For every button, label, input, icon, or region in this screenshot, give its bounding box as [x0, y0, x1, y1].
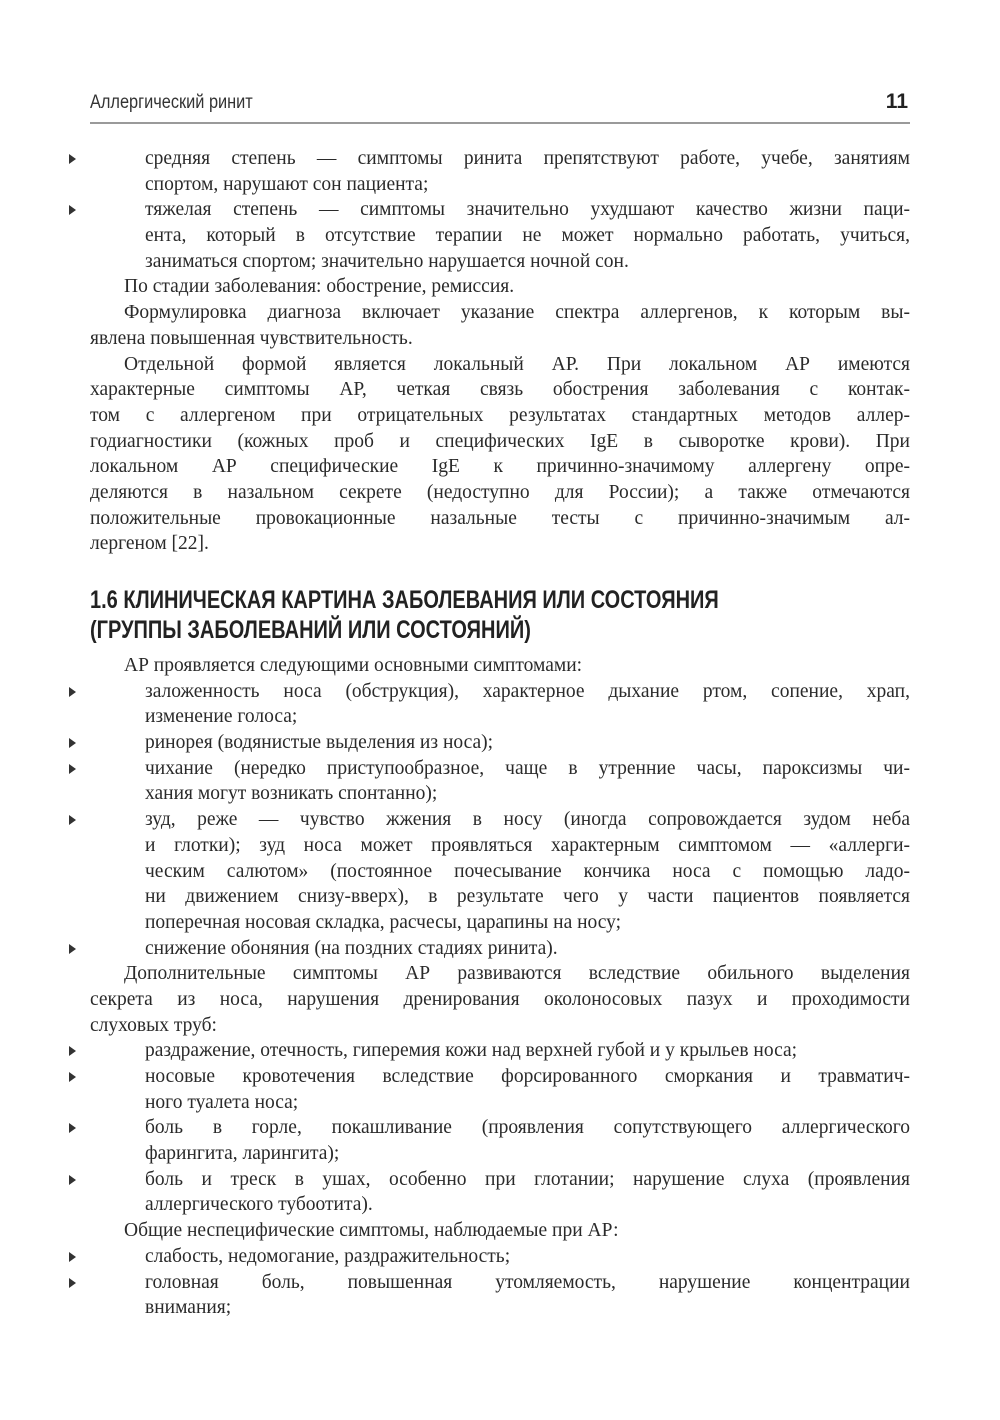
paragraph — [90, 274, 910, 300]
section-heading — [90, 585, 910, 645]
paragraph — [90, 653, 910, 679]
bullet-item — [90, 936, 910, 962]
bullet-triangle-icon — [69, 815, 76, 825]
bullet-triangle-icon — [69, 154, 76, 164]
bullet-triangle-icon — [69, 738, 76, 748]
bullet-item — [90, 679, 910, 730]
paragraph — [90, 961, 910, 1038]
bullet-triangle-icon — [69, 687, 76, 697]
text-line: ента, который в отсутствие терапии не может нормально работать, учиться, — [145, 225, 910, 247]
bullet-item — [90, 756, 910, 807]
text-line: локальном АР специфические IgE к причинно-значимому аллергену опре- — [90, 456, 910, 478]
bullet-item — [90, 730, 910, 756]
text-line: годиагностики (кожных проб и специфических IgE в сыворотке крови). При — [90, 430, 910, 452]
bullet-item — [90, 1244, 910, 1270]
text-line: Формулировка диагноза включает указание спектра аллергенов, к которым вы- — [124, 302, 910, 324]
paragraph — [90, 1218, 910, 1244]
text-line: зуд, реже — чувство жжения в носу (иногда сопровождается зудом неба — [145, 809, 910, 831]
text-line: и глотки); зуд носа может проявляться характерным симптомом — «аллерги- — [145, 834, 910, 856]
bullet-triangle-icon — [69, 944, 76, 954]
bullet-item — [90, 1167, 910, 1218]
text-line: боль и треск в ушах, особенно при глотании; нарушение слуха (проявления — [145, 1168, 910, 1190]
text-line: По стадии заболевания: обострение, ремиссия. — [124, 276, 515, 298]
text-line: средняя степень — симптомы ринита препятствуют работе, учебе, занятиям — [145, 148, 910, 169]
page-number: 11 — [885, 90, 908, 113]
bullet-item — [90, 1115, 910, 1166]
text-line: том с аллергеном при отрицательных результатах стандартных методов аллер- — [90, 404, 910, 426]
bullet-item — [90, 807, 910, 935]
text-line: АР проявляется следующими основными симптомами: — [124, 655, 583, 676]
text-line: явлена повышенная чувствительность. — [90, 327, 413, 349]
text-line: аллергического тубоотита). — [145, 1194, 373, 1216]
text-line: боль в горле, покашливание (проявления сопутствующего аллергического — [145, 1117, 910, 1139]
bullet-item — [90, 1038, 910, 1064]
text-line: заниматься спортом; значительно нарушается ночной сон. — [145, 250, 629, 272]
bullet-item — [90, 146, 910, 197]
text-line: секрета из носа, нарушения дренирования околоносовых пазух и проходимости — [90, 988, 910, 1010]
text-line: тяжелая степень — симптомы значительно ухудшают качество жизни паци- — [145, 199, 910, 221]
text-line: характерные симптомы АР, четкая связь обострения заболевания с контак- — [90, 379, 910, 401]
text-line: изменение голоса; — [145, 706, 298, 728]
text-line: снижение обоняния (на поздних стадиях ринита). — [145, 937, 558, 959]
bullet-triangle-icon — [69, 1252, 76, 1262]
running-header-title: Аллергический ринит — [90, 92, 253, 113]
bullet-triangle-icon — [69, 1278, 76, 1288]
text-line: ни движением снизу-вверх), в результате чего у части пациентов появляется — [145, 886, 910, 908]
text-line: ринорея (водянистые выделения из носа); — [145, 732, 494, 754]
text-line: поперечная носовая складка, расчесы, царапины на носу; — [145, 911, 622, 933]
bullet-triangle-icon — [69, 1175, 76, 1185]
text-line: чихание (нередко приступообразное, чаще в утренние часы, пароксизмы чи- — [145, 757, 910, 779]
text-line: Отдельной формой является локальный АР. При локальном АР имеются — [124, 353, 910, 375]
text-line: ного туалета носа; — [145, 1091, 299, 1113]
text-line: фарингита, ларингита); — [145, 1143, 340, 1165]
paragraph — [90, 352, 910, 558]
bullet-triangle-icon — [69, 764, 76, 774]
bullet-item — [90, 1064, 910, 1115]
paragraph — [90, 300, 910, 351]
bullet-item — [90, 1270, 910, 1321]
text-line: Общие неспецифические симптомы, наблюдаемые при АР: — [124, 1220, 619, 1242]
running-header — [90, 90, 910, 124]
text-line: Дополнительные симптомы АР развиваются вследствие обильного выделения — [124, 963, 910, 985]
text-line: положительные провокационные назальные тесты с причинно-значимым ал- — [90, 507, 910, 529]
text-line: заложенность носа (обструкция), характерное дыхание ртом, сопение, храп, — [145, 680, 910, 702]
text-line: носовые кровотечения вследствие форсированного сморкания и травматич- — [145, 1066, 910, 1087]
text-line: внимания; — [145, 1297, 232, 1319]
page-body — [90, 146, 910, 1321]
text-line: головная боль, повышенная утомляемость, нарушение концентрации — [145, 1271, 910, 1293]
bullet-triangle-icon — [69, 1123, 76, 1133]
text-line: раздражение, отечность, гиперемия кожи над верхней губой и у крыльев носа; — [145, 1040, 798, 1062]
text-line: слабость, недомогание, раздражительность; — [145, 1245, 511, 1267]
text-line: спортом, нарушают сон пациента; — [145, 173, 429, 195]
bullet-triangle-icon — [69, 1046, 76, 1056]
heading-line: (ГРУППЫ ЗАБОЛЕВАНИЙ ИЛИ СОСТОЯНИЙ) — [90, 616, 531, 644]
bullet-item — [90, 197, 910, 274]
text-line: деляются в назальном секрете (недоступно для России); а также отмечаются — [90, 481, 910, 503]
heading-line: 1.6 КЛИНИЧЕСКАЯ КАРТИНА ЗАБОЛЕВАНИЯ ИЛИ СОСТОЯНИЯ — [90, 586, 719, 614]
bullet-triangle-icon — [69, 205, 76, 215]
bullet-triangle-icon — [69, 1072, 76, 1082]
text-line: слуховых труб: — [90, 1014, 217, 1036]
text-line: ческим салютом» (постоянное почесывание кончика носа с помощью ладо- — [145, 860, 910, 882]
text-line: лергеном [22]. — [90, 533, 209, 555]
text-line: хания могут возникать спонтанно); — [145, 783, 438, 805]
